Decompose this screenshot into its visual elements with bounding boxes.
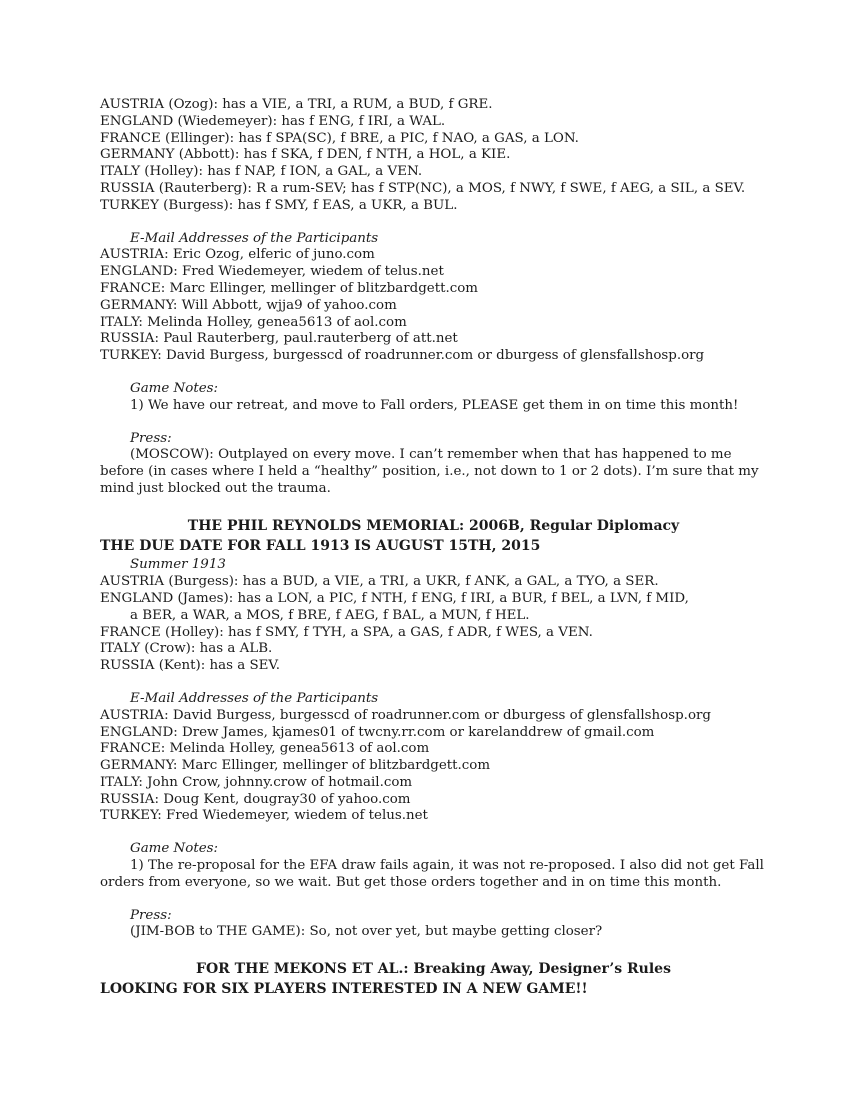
email-line: RUSSIA: Paul Rauterberg, paul.rauterberg of att.net	[100, 331, 458, 347]
unit-line: GERMANY (Abbott): has f SKA, f DEN, f NTH, a HOL, a KIE.	[100, 147, 511, 163]
email-line: ENGLAND: Fred Wiedemeyer, wiedem of telus.net	[100, 264, 444, 280]
email-addresses-heading: E-Mail Addresses of the Participants	[130, 690, 379, 706]
press-heading: Press:	[130, 907, 172, 923]
unit-line-continuation: a BER, a WAR, a MOS, f BRE, f AEG, f BAL, a MUN, f HEL.	[130, 607, 530, 623]
unit-line: AUSTRIA (Burgess): has a BUD, a VIE, a TRI, a UKR, f ANK, a GAL, a TYO, a SER.	[100, 574, 659, 590]
unit-line: ITALY (Holley): has f NAP, f ION, a GAL, a VEN.	[100, 164, 423, 180]
game-note: 1) The re-proposal for the EFA draw fails again, it was not re-proposed. I also did not get Fall orders from everyone, so we wait. But get those orders together and in on time this month.	[100, 858, 764, 890]
unit-line: FRANCE (Holley): has f SMY, f TYH, a SPA, a GAS, f ADR, f WES, a VEN.	[100, 624, 593, 640]
game-report-phil-reynolds	[100, 518, 767, 942]
email-line: GERMANY: Will Abbott, wjja9 of yahoo.com	[100, 297, 397, 313]
press-item: (MOSCOW): Outplayed on every move. I can’t remember when that has happened to me before (in cases where I held a “healthy” position, i.e., not down to 1 or 2 dots). I’m sure that my mind just blocked out the trauma.	[100, 447, 759, 496]
unit-line: FRANCE (Ellinger): has f SPA(SC), f BRE, a PIC, f NAO, a GAS, a LON.	[100, 130, 579, 146]
press-heading: Press:	[130, 430, 172, 446]
email-line: AUSTRIA: David Burgess, burgesscd of roadrunner.com or dburgess of glensfallshosp.org	[100, 707, 711, 723]
unit-line: TURKEY (Burgess): has f SMY, f EAS, a UKR, a BUL.	[100, 197, 458, 213]
game-note: 1) We have our retreat, and move to Fall orders, PLEASE get them in on time this month!	[130, 397, 739, 413]
announcement-title: FOR THE MEKONS ET AL.: Breaking Away, Designer’s Rules	[196, 961, 671, 978]
season-label: Summer 1913	[130, 557, 226, 573]
press-item: (JIM-BOB to THE GAME): So, not over yet, but maybe getting closer?	[130, 924, 603, 940]
unit-line: ENGLAND (Wiedemeyer): has f ENG, f IRI, a WAL.	[100, 113, 446, 129]
unit-line: AUSTRIA (Ozog): has a VIE, a TRI, a RUM, a BUD, f GRE.	[100, 97, 493, 112]
unit-line: ITALY (Crow): has a ALB.	[100, 641, 273, 657]
email-line: TURKEY: Fred Wiedemeyer, wiedem of telus.net	[100, 808, 428, 824]
unit-line: RUSSIA (Kent): has a SEV.	[100, 658, 280, 674]
next-game-announcement	[100, 961, 767, 998]
email-line: AUSTRIA: Eric Ozog, elferic of juno.com	[100, 247, 375, 263]
email-line: ITALY: Melinda Holley, genea5613 of aol.com	[100, 314, 407, 330]
announcement-subtitle: LOOKING FOR SIX PLAYERS INTERESTED IN A NEW GAME!!	[100, 981, 588, 998]
email-addresses-heading: E-Mail Addresses of the Participants	[130, 230, 379, 246]
game-report-previous	[100, 97, 767, 498]
game-notes-heading: Game Notes:	[130, 380, 219, 396]
game-title: THE PHIL REYNOLDS MEMORIAL: 2006B, Regular Diplomacy	[187, 517, 680, 534]
email-line: TURKEY: David Burgess, burgesscd of roadrunner.com or dburgess of glensfallshosp.org	[100, 348, 705, 364]
email-line: ENGLAND: Drew James, kjames01 of twcny.rr.com or karelanddrew of gmail.com	[100, 724, 655, 740]
email-line: FRANCE: Melinda Holley, genea5613 of aol.com	[100, 741, 430, 757]
unit-line: RUSSIA (Rauterberg): R a rum-SEV; has f STP(NC), a MOS, f NWY, f SWE, f AEG, a SIL, a SEV.	[100, 180, 746, 196]
due-date-notice: THE DUE DATE FOR FALL 1913 IS AUGUST 15TH, 2015	[100, 537, 541, 554]
email-line: ITALY: John Crow, johnny.crow of hotmail.com	[100, 774, 413, 790]
email-line: GERMANY: Marc Ellinger, mellinger of blitzbardgett.com	[100, 758, 491, 774]
email-line: FRANCE: Marc Ellinger, mellinger of blitzbardgett.com	[100, 280, 478, 296]
game-notes-heading: Game Notes:	[130, 841, 219, 857]
unit-line: ENGLAND (James): has a LON, a PIC, f NTH, f ENG, f IRI, a BUR, f BEL, a LVN, f MID,	[100, 590, 689, 606]
email-line: RUSSIA: Doug Kent, dougray30 of yahoo.com	[100, 791, 411, 807]
